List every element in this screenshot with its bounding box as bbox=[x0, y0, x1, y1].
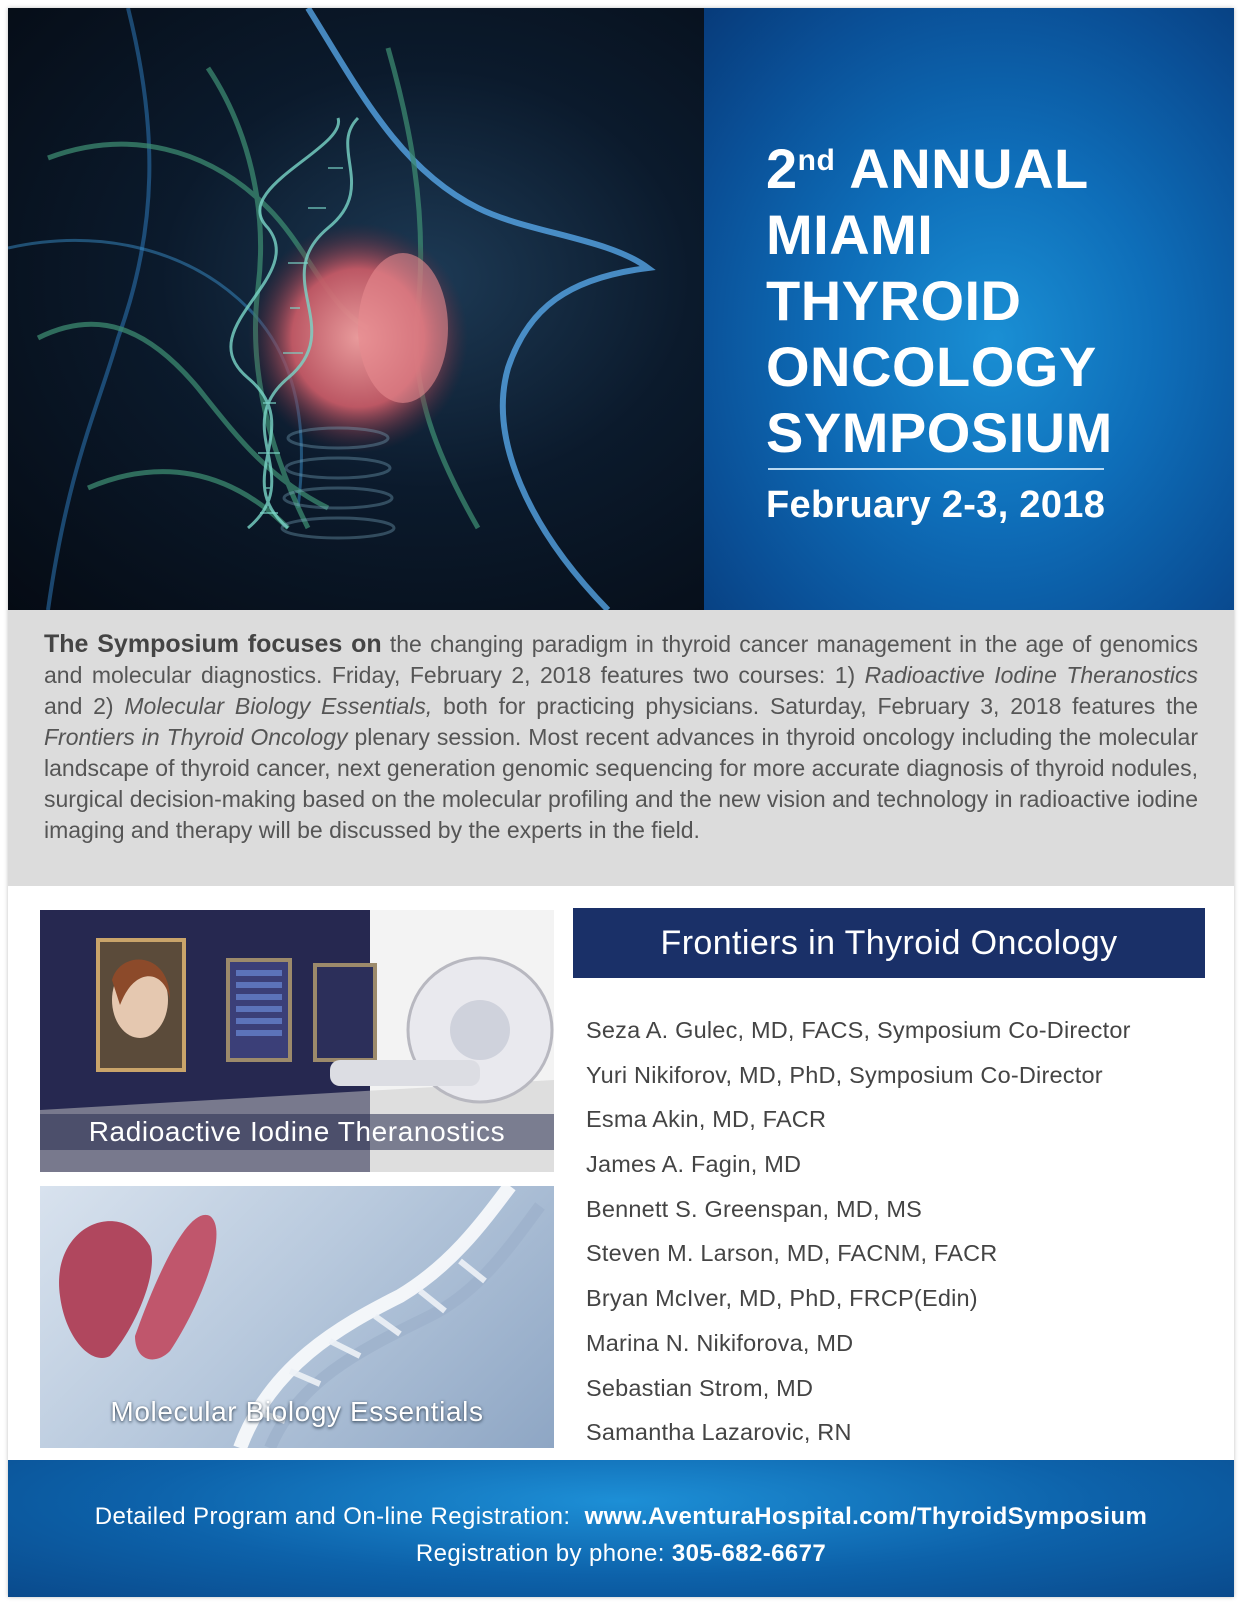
faculty-member: Sebastian Strom, MD bbox=[586, 1374, 814, 1401]
registration-footer bbox=[8, 1460, 1234, 1597]
intro-course-1: Radioactive Iodine Theranostics bbox=[864, 662, 1198, 688]
course-card-molecular-biology bbox=[40, 1186, 554, 1448]
title-ordinal-suffix: nd bbox=[797, 144, 836, 177]
registration-phone[interactable]: 305-682-6677 bbox=[671, 1540, 827, 1567]
faculty-member: Marina N. Nikiforova, MD bbox=[586, 1329, 854, 1356]
title-line-thyroid: THYROID bbox=[766, 269, 1022, 332]
faculty-member: Bryan McIver, MD, PhD, FRCP(Edin) bbox=[586, 1285, 978, 1312]
title-line-miami: MIAMI bbox=[766, 203, 934, 266]
title-divider bbox=[768, 468, 1104, 470]
intro-plenary: Frontiers in Thyroid Oncology bbox=[44, 724, 348, 750]
phone-label: Registration by phone: bbox=[415, 1540, 665, 1567]
title-line-annual: ANNUAL bbox=[849, 137, 1089, 200]
faculty-member: Samantha Lazarovic, RN bbox=[586, 1419, 852, 1446]
intro-text-2: and 2) bbox=[44, 693, 125, 719]
symposium-title bbox=[766, 136, 1113, 466]
title-ordinal: 2 bbox=[766, 137, 798, 200]
course-card-radioactive-iodine bbox=[40, 910, 554, 1172]
course-label-radioactive-iodine: Radioactive Iodine Theranostics bbox=[40, 1114, 554, 1150]
course-label-molecular-biology: Molecular Biology Essentials bbox=[110, 1396, 484, 1427]
intro-text-3: both for practicing physicians. Saturday, February 3, 2018 features the bbox=[432, 693, 1199, 719]
title-panel bbox=[704, 8, 1234, 610]
neck-thyroid-dna-image bbox=[8, 8, 704, 610]
intro-text-1: the changing paradigm in thyroid cancer management in the age of genomics and molecular diagnostics. Friday, February 2, 2018 features two courses: 1) bbox=[44, 631, 1198, 688]
faculty-member: James A. Fagin, MD bbox=[586, 1151, 802, 1178]
intro-text-4: plenary session. Most recent advances in thyroid oncology including the molecular landscape of thyroid cancer, next generation genomic sequencing for more accurate diagnosis of thyroid nodules, surgical decision-making based on the molecular profiling and the new vision and technology in radioactive iodine imaging and therapy will be discussed by the experts in the field. bbox=[44, 724, 1198, 843]
intro-paragraph bbox=[44, 629, 1198, 846]
program-registration-line bbox=[8, 1503, 1234, 1531]
faculty-member: Steven M. Larson, MD, FACNM, FACR bbox=[586, 1240, 998, 1267]
flyer-page bbox=[8, 8, 1234, 1597]
faculty-member: Yuri Nikiforov, MD, PhD, Symposium Co-Director bbox=[586, 1061, 1103, 1088]
event-date: February 2-3, 2018 bbox=[766, 484, 1106, 526]
registration-url[interactable]: www.AventuraHospital.com/ThyroidSymposium bbox=[584, 1503, 1148, 1530]
intro-course-2: Molecular Biology Essentials, bbox=[124, 693, 433, 719]
faculty-list bbox=[586, 1015, 1131, 1462]
program-label: Detailed Program and On-line Registration: bbox=[94, 1503, 571, 1530]
thyroid-illustration bbox=[8, 8, 704, 610]
faculty-member: Bennett S. Greenspan, MD, MS bbox=[586, 1195, 923, 1222]
title-line-symposium: SYMPOSIUM bbox=[766, 401, 1113, 464]
title-line-oncology: ONCOLOGY bbox=[766, 335, 1097, 398]
intro-lead: The Symposium focuses on bbox=[44, 630, 382, 658]
phone-registration-line bbox=[8, 1540, 1234, 1568]
faculty-member: Esma Akin, MD, FACR bbox=[586, 1106, 827, 1133]
intro-section bbox=[8, 610, 1234, 886]
frontiers-heading: Frontiers in Thyroid Oncology bbox=[573, 908, 1205, 978]
hero-section bbox=[8, 8, 1234, 610]
faculty-member: Seza A. Gulec, MD, FACS, Symposium Co-Director bbox=[586, 1017, 1131, 1043]
